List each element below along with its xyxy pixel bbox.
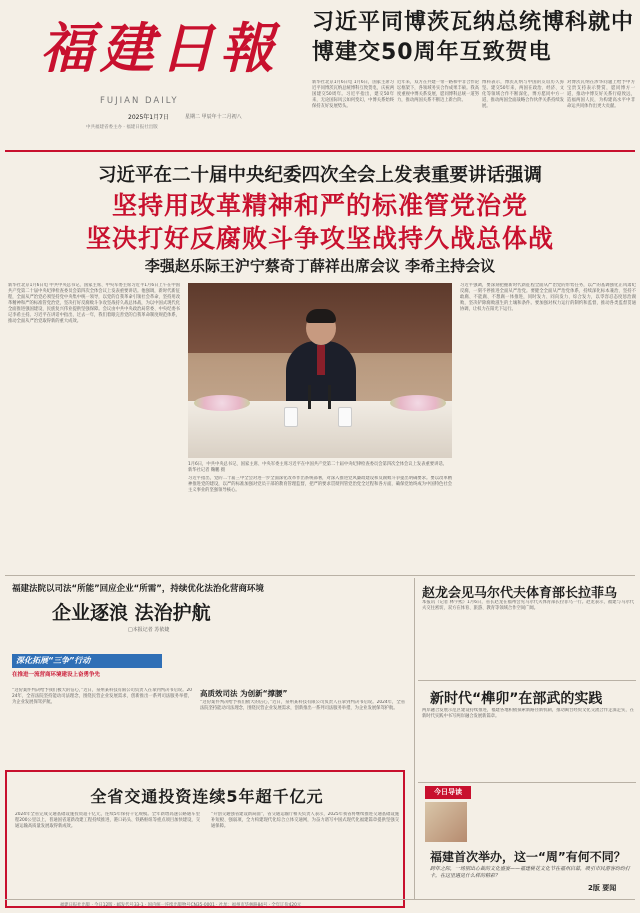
section-divider xyxy=(5,575,635,576)
fujian-story-headline[interactable]: 企业逐浪 法治护航 xyxy=(52,602,211,624)
section-divider xyxy=(418,680,636,681)
main-story-body: 习近平指出，党的二十届三中全会对进一步全面深化改革作出系统部署，对深入推进党风廉政建设和反腐败斗争提出明确要求。要以改革精神推进党的建设，以严的标准加强对党员干部的教育管理监督，把严的要求贯彻到管党治党全过程和各方面，确保党始终成为中国特色社会主义事业的坚强领导核心。 xyxy=(188,476,452,493)
issue-date: 2025年1月7日 xyxy=(128,114,169,121)
photo-caption: 1月6日，中共中央总书记、国家主席、中央军委主席习近平在中国共产党第二十届中央纪律检查委员会第四次全体会议上发表重要讲话。 新华社记者 鞠鹏 摄 xyxy=(188,462,447,473)
traffic-story-box xyxy=(5,770,405,908)
traffic-story-body: “开创交通强省建设新局面”，省交通运输厅相关负责人表示，2025年我省将继续推进交通基础设施补短板、强弱项，全力构建现代化综合立体交通网，为奋力谱写中国式现代化福建篇章提供坚强交通保障。 xyxy=(211,812,399,829)
main-story-kicker: 习近平在二十届中央纪委四次全会上发表重要讲话强调 xyxy=(97,165,542,186)
main-story-headline[interactable]: 坚决打好反腐败斗争攻坚战持久战总体战 xyxy=(85,224,554,253)
campaign-tag: 深化拓展“三争”行动 xyxy=(12,654,162,668)
today-guide-tag: 今日导读 xyxy=(425,786,471,799)
traffic-story-headline[interactable]: 全省交通投资连续5年超千亿元 xyxy=(90,787,324,806)
top-story-column: 博科表示，博茨瓦纳与中国的友谊历久弥坚。建交50年来，两国在政治、经济、文化等领域合作不断深化，博方愿同中方一道，推动两国全面战略合作伙伴关系持续发展。 xyxy=(482,80,564,109)
fujian-story-body: “这份案件判决给予我们极大的信心，”近日，泉州某科技有限公司负责人在拿到判决书后说。2024年，全省法院坚持能动司法理念，围绕民营企业发展需求，创新推出一系列司法服务举措，为企业发展保驾护航。 xyxy=(12,688,192,705)
zhao-story-body: 本报讯（记者 林宇熙）1月6日，省长赵龙在福州会见马尔代夫体育部长拉菲乌一行。赵龙表示，福建与马尔代夫交往密切，双方在体育、旅游、教育等领域合作空间广阔。 xyxy=(422,600,634,611)
xinshidai-story-body: 两岸融合发展示范区建设持续推进，福建各地积极探索新路径新机制，推动闽台经贸文化交流合作走深走实，在新时代实践中书写两岸融合发展新篇章。 xyxy=(422,708,634,719)
today-guide-headline[interactable]: 福建首次举办，这一“周”有何不同？ xyxy=(430,850,626,864)
traffic-story-body: 2024年全省完成交通基础设施投资超千亿元，连续5年保持千亿规模。全年新增高速公路通车里程200公里以上，普通国省道新改建工程持续推进，港口码头、铁路枢纽等重点项目加快建设，交通运输高质量发展取得新成效。 xyxy=(15,812,200,829)
photo-speaker xyxy=(286,311,356,403)
page-link[interactable]: 2版 要闻 xyxy=(588,884,617,892)
top-story-column: 近年来，双方在共建一带一路和中非合作论坛框架下，各领域务实合作成果丰硕。我高度重视中博关系发展，愿同博科总统一道努力，推动两国关系不断迈上新台阶。 xyxy=(397,80,479,103)
photo-cup xyxy=(338,407,352,427)
section-divider xyxy=(418,782,636,783)
masthead-pinyin: FUJIAN DAILY xyxy=(100,96,179,106)
publisher-info: 中共福建省委主办 · 福建日报社出版 xyxy=(86,125,158,130)
photo-flowers xyxy=(194,395,250,411)
photo-microphone xyxy=(328,385,331,409)
fujian-story-subheadline: 高质效司法 为创新“撑腰” xyxy=(200,689,288,698)
main-story-subhead: 李强赵乐际王沪宁蔡奇丁薛祥出席会议 李希主持会议 xyxy=(144,257,496,275)
masthead-divider xyxy=(5,150,635,152)
main-story-photo[interactable] xyxy=(188,283,452,458)
footer-divider xyxy=(5,899,635,900)
fujian-story-body: “这份案件判决给予我们极大的信心，”近日，泉州某科技有限公司负责人在拿到判决书后说。2024年，全省法院坚持能动司法理念，围绕民营企业发展需求，创新推出一系列司法服务举措，为企业发展保驾护航。 xyxy=(200,700,405,711)
column-divider xyxy=(414,578,415,900)
top-story-headline[interactable]: 习近平同博茨瓦纳总统博科就中博建交50周年互致贺电 xyxy=(312,10,635,65)
today-guide-summary: 跨年之际，一场别出心裁的文化盛宴——福建桃花文化节在福州启幕，吸引市民游客纷纷打卡。在这里遇见什么样的精彩？ xyxy=(430,866,631,879)
main-story-column-right: 习近平强调，要深刻把握新时代新征程全面从严治党的形势任务，以严的基调强化正风肃纪反腐，一刻不停推进全面从严治党。要健全全面从严治党体系，持续深化标本兼治，坚持不敢腐、不能腐、不想腐一体推进，同时发力、同向发力、综合发力，以零容忍态度惩治腐败，坚决铲除腐败滋生的土壤和条件。要加强对权力运行的制约和监督，推动各类监督贯通协调，让权力在阳光下运行。 xyxy=(460,283,636,312)
main-story-column-left: 新华社北京1月6日电 中共中央总书记、国家主席、中央军委主席习近平1月6日上午在中国共产党第二十届中央纪律检查委员会第四次全体会议上发表重要讲话。他强调，新时代新征程，全面从严治党必须坚持党中央集中统一领导，以党的自我革命引领社会革命，坚持用改革精神和严的标准管党治党，坚决打好反腐败斗争攻坚战持久战总体战，为以中国式现代化全面推进强国建设、民族复兴伟业提供坚强保障。会议由中共中央政治局常委、中央纪委书记李希主持。习近平在讲话中指出，过去一年，我们着眼完善党的自我革命制度规范体系，推动全面从严治党取得新的重大成效。 xyxy=(8,283,180,324)
issue-weekday: 星期二 甲辰年十二月初八 xyxy=(185,114,242,120)
photo-flowers xyxy=(390,395,446,411)
fujian-story-kicker: 福建法院以司法“所能”回应企业“所需”，持续优化法治化营商环境 xyxy=(12,584,264,594)
fujian-story-byline: □本报记者 苏依婕 xyxy=(128,627,170,633)
photo-cup xyxy=(284,407,298,427)
masthead-logo: 福建日報 xyxy=(40,16,280,80)
today-guide-image[interactable] xyxy=(425,802,467,842)
main-story-headline[interactable]: 坚持用改革精神和严的标准管党治党 xyxy=(111,191,528,220)
xinshidai-story-headline[interactable]: 新时代“榫卯”在部武的实践 xyxy=(430,691,603,707)
zhao-story-headline[interactable]: 赵龙会见马尔代夫体育部长拉菲乌 xyxy=(422,586,618,601)
top-story-column: 新华社北京1月6日电 1月6日，国家主席习近平同博茨瓦纳总统博科互致贺电，庆祝两国建交50周年。习近平指出，建交50年来，无论国际风云如何变幻，中博关系始终保持友好发展势头。 xyxy=(312,80,394,109)
campaign-text: 在推进一流营商环境建设上奋勇争先 xyxy=(12,672,101,678)
footer-info: 福建日报社出版 · 今日12版 · 邮发代号33-1 · 国内统一连续出版物号CN35-0001 · 社址：福州市华林路84号 · 全年订价420元 xyxy=(60,903,302,908)
photo-microphone xyxy=(308,385,311,409)
top-story-column: 对博茨瓦纳在涉华问题上给予中方宝贵支持表示赞赏，愿同博方一道，推动中博友好关系行稳致远，造福两国人民，为构建高水平中非命运共同体作出更大贡献。 xyxy=(567,80,635,109)
